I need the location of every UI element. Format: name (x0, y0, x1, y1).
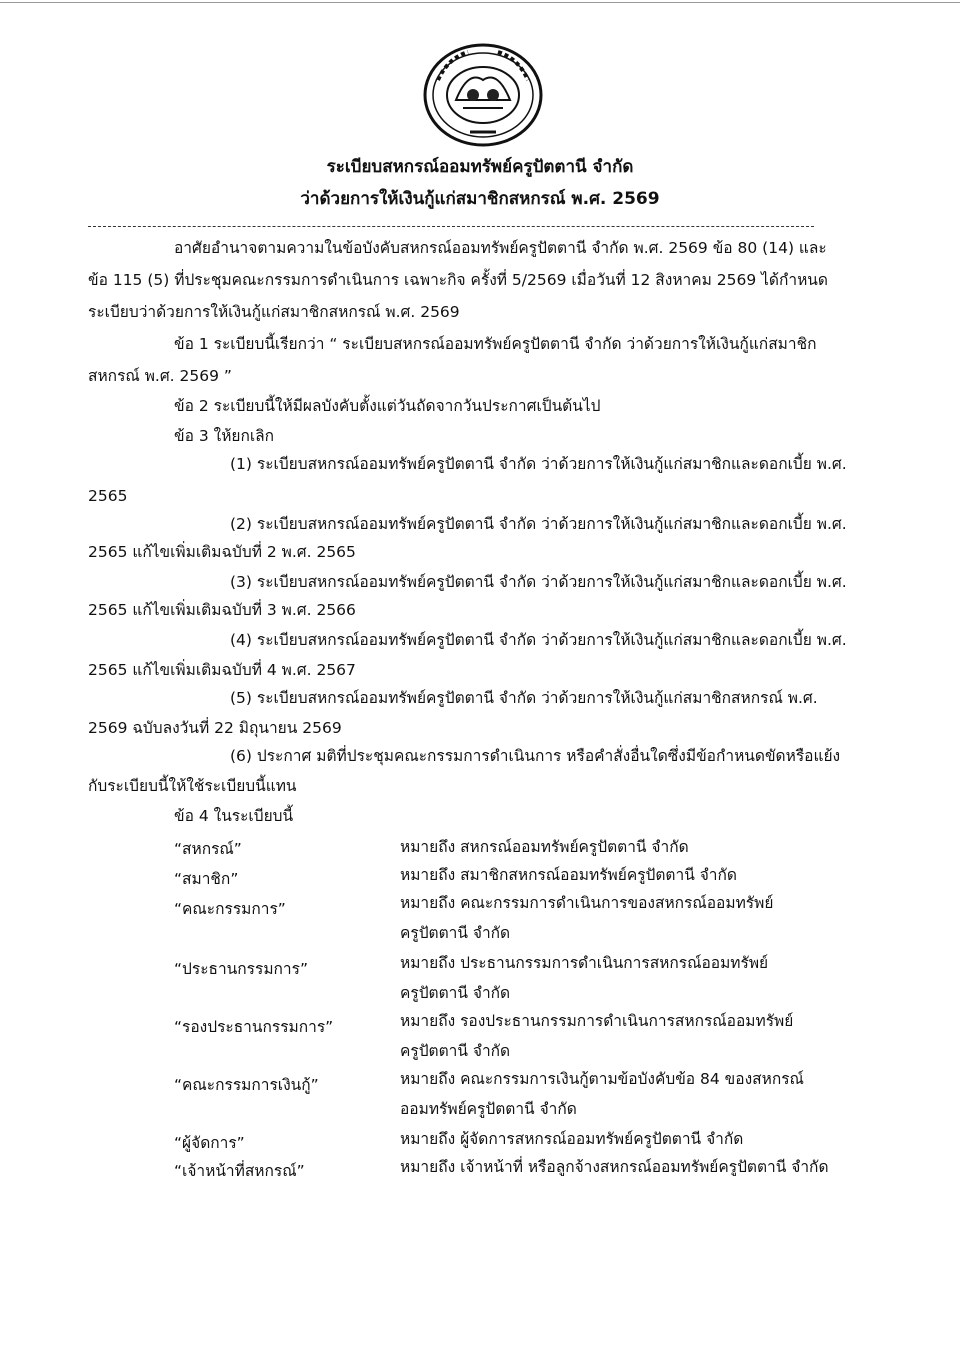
preamble-line-1: อาศัยอำนาจตามความในข้อบังคับสหกรณ์ออมทรัพย์ครูปัตตานี จำกัด พ.ศ. 2569 ข้อ 80 (14) และ (174, 239, 827, 257)
definition-meaning-continued: ครูปัตตานี จำกัด (400, 924, 511, 942)
clause-1-line-2: สหกรณ์ พ.ศ. 2569 ” (88, 367, 232, 385)
definition-meaning: หมายถึง รองประธานกรรมการดำเนินการสหกรณ์ออมทรัพย์ (400, 1012, 794, 1030)
definition-term: “คณะกรรมการเงินกู้” (174, 1076, 319, 1094)
top-edge-line (0, 2, 960, 3)
repeal-item-2-line-2: 2565 แก้ไขเพิ่มเติมฉบับที่ 2 พ.ศ. 2565 (88, 543, 356, 561)
definition-term: “สหกรณ์” (174, 840, 242, 858)
definition-term: “เจ้าหน้าที่สหกรณ์” (174, 1162, 305, 1180)
definition-meaning: หมายถึง คณะกรรมการเงินกู้ตามข้อบังคับข้อ 84 ของสหกรณ์ (400, 1070, 804, 1088)
definition-meaning-continued: ออมทรัพย์ครูปัตตานี จำกัด (400, 1100, 577, 1118)
repeal-item-4-line-1: (4) ระเบียบสหกรณ์ออมทรัพย์ครูปัตตานี จำกัด ว่าด้วยการให้เงินกู้แก่สมาชิกและดอกเบี้ย พ.ศ. (230, 631, 847, 649)
clause-1-line-1: ข้อ 1 ระเบียบนี้เรียกว่า “ ระเบียบสหกรณ์ออมทรัพย์ครูปัตตานี จำกัด ว่าด้วยการให้เงินกู้แก่สมาชิก (174, 335, 817, 353)
preamble-line-2: ข้อ 115 (5) ที่ประชุมคณะกรรมการดำเนินการ เฉพาะกิจ ครั้งที่ 5/2569 เมื่อวันที่ 12 สิงหาคม 2569 ได้กำหนด (88, 271, 828, 289)
repeal-item-3-line-2: 2565 แก้ไขเพิ่มเติมฉบับที่ 3 พ.ศ. 2566 (88, 601, 356, 619)
cooperative-seal-logo (418, 40, 548, 150)
definition-term: “ประธานกรรมการ” (174, 960, 308, 978)
definition-term: “รองประธานกรรมการ” (174, 1018, 334, 1036)
definition-term: “ผู้จัดการ” (174, 1134, 245, 1152)
clause-4: ข้อ 4 ในระเบียบนี้ (174, 807, 294, 825)
dashed-divider (88, 226, 814, 227)
definition-term: “สมาชิก” (174, 870, 239, 888)
definition-meaning-continued: ครูปัตตานี จำกัด (400, 984, 511, 1002)
clause-3: ข้อ 3 ให้ยกเลิก (174, 427, 275, 445)
definition-meaning: หมายถึง สมาชิกสหกรณ์ออมทรัพย์ครูปัตตานี จำกัด (400, 866, 737, 884)
definition-term: “คณะกรรมการ” (174, 900, 286, 918)
repeal-item-5-line-1: (5) ระเบียบสหกรณ์ออมทรัพย์ครูปัตตานี จำกัด ว่าด้วยการให้เงินกู้แก่สมาชิกสหกรณ์ พ.ศ. (230, 689, 818, 707)
definition-meaning: หมายถึง เจ้าหน้าที่ หรือลูกจ้างสหกรณ์ออมทรัพย์ครูปัตตานี จำกัด (400, 1158, 829, 1176)
preamble-line-3: ระเบียบว่าด้วยการให้เงินกู้แก่สมาชิกสหกรณ์ พ.ศ. 2569 (88, 303, 460, 321)
repeal-item-5-line-2: 2569 ฉบับลงวันที่ 22 มิถุนายน 2569 (88, 719, 342, 737)
repeal-item-4-line-2: 2565 แก้ไขเพิ่มเติมฉบับที่ 4 พ.ศ. 2567 (88, 661, 356, 679)
repeal-item-3-line-1: (3) ระเบียบสหกรณ์ออมทรัพย์ครูปัตตานี จำกัด ว่าด้วยการให้เงินกู้แก่สมาชิกและดอกเบี้ย พ.ศ. (230, 573, 847, 591)
repeal-item-1-line-2: 2565 (88, 487, 128, 505)
definition-meaning-continued: ครูปัตตานี จำกัด (400, 1042, 511, 1060)
definition-meaning: หมายถึง สหกรณ์ออมทรัพย์ครูปัตตานี จำกัด (400, 838, 689, 856)
repeal-item-6-line-2: กับระเบียบนี้ให้ใช้ระเบียบนี้แทน (88, 777, 297, 795)
definition-meaning: หมายถึง ประธานกรรมการดำเนินการสหกรณ์ออมทรัพย์ (400, 954, 769, 972)
document-subtitle: ว่าด้วยการให้เงินกู้แก่สมาชิกสหกรณ์ พ.ศ. 2569 (300, 189, 660, 209)
definition-meaning: หมายถึง คณะกรรมการดำเนินการของสหกรณ์ออมทรัพย์ (400, 894, 774, 912)
clause-2: ข้อ 2 ระเบียบนี้ให้มีผลบังคับตั้งแต่วันถัดจากวันประกาศเป็นต้นไป (174, 397, 601, 415)
repeal-item-2-line-1: (2) ระเบียบสหกรณ์ออมทรัพย์ครูปัตตานี จำกัด ว่าด้วยการให้เงินกู้แก่สมาชิกและดอกเบี้ย พ.ศ. (230, 515, 847, 533)
repeal-item-6-line-1: (6) ประกาศ มติที่ประชุมคณะกรรมการดำเนินการ หรือคำสั่งอื่นใดซึ่งมีข้อกำหนดขัดหรือแย้ง (230, 747, 841, 765)
repeal-item-1-line-1: (1) ระเบียบสหกรณ์ออมทรัพย์ครูปัตตานี จำกัด ว่าด้วยการให้เงินกู้แก่สมาชิกและดอกเบี้ย พ.ศ. (230, 455, 847, 473)
document-title: ระเบียบสหกรณ์ออมทรัพย์ครูปัตตานี จำกัด (326, 157, 634, 177)
definition-meaning: หมายถึง ผู้จัดการสหกรณ์ออมทรัพย์ครูปัตตานี จำกัด (400, 1130, 744, 1148)
